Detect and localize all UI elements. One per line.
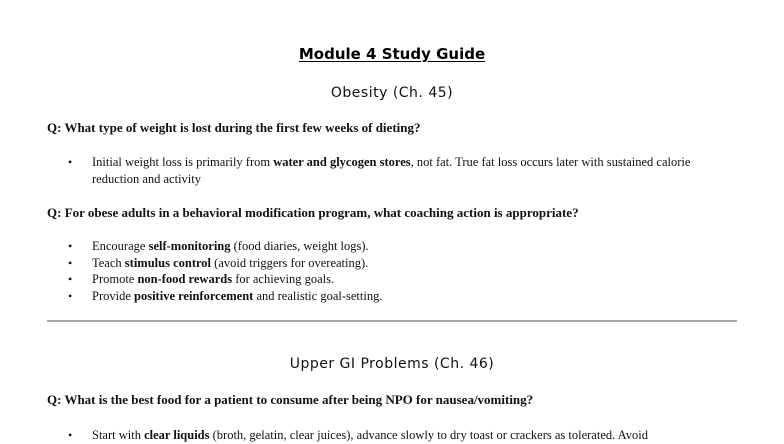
- section-divider: [47, 320, 737, 322]
- bullet-icon: •: [68, 239, 73, 253]
- answer-list-npo: [0, 427, 732, 444]
- list-item: • Encourage self-monitoring (food diaries, weight logs).: [68, 239, 369, 253]
- question-behavioral-modification: Q: For obese adults in a behavioral modification program, what coaching action is appropriate?: [47, 205, 579, 220]
- bullet-icon: •: [68, 272, 73, 286]
- list-item: • Start with clear liquids (broth, gelatin, clear juices), advance slowly to dry toast or crackers as tolerated. Avoid: [68, 428, 649, 442]
- answer-list-weight-loss: [0, 154, 732, 187]
- bullet-icon: •: [68, 155, 73, 169]
- answer-list-behavioral: [0, 238, 732, 304]
- list-item: • Promote non-food rewards for achieving goals.: [68, 272, 335, 286]
- section-heading-upper-gi: Upper GI Problems (Ch. 46): [289, 356, 495, 372]
- bullet-icon: •: [68, 288, 73, 303]
- question-npo-food: Q: What is the best food for a patient to consume after being NPO for nausea/vomiting?: [47, 392, 534, 407]
- bullet-icon: •: [68, 255, 73, 270]
- document-title: Module 4 Study Guide: [298, 45, 486, 63]
- section-heading-obesity: Obesity (Ch. 45): [330, 85, 454, 101]
- list-item: • Teach stimulus control (avoid triggers for overeating).: [68, 255, 369, 270]
- question-weight-loss: Q: What type of weight is lost during the first few weeks of dieting?: [47, 120, 421, 135]
- bullet-icon: •: [68, 428, 73, 442]
- list-item: • Provide positive reinforcement and realistic goal-setting.: [68, 288, 383, 303]
- list-item: • Initial weight loss is primarily from water and glycogen stores, not fat. True fat loss occurs later with sustained calorie reduction and activity: [68, 155, 691, 186]
